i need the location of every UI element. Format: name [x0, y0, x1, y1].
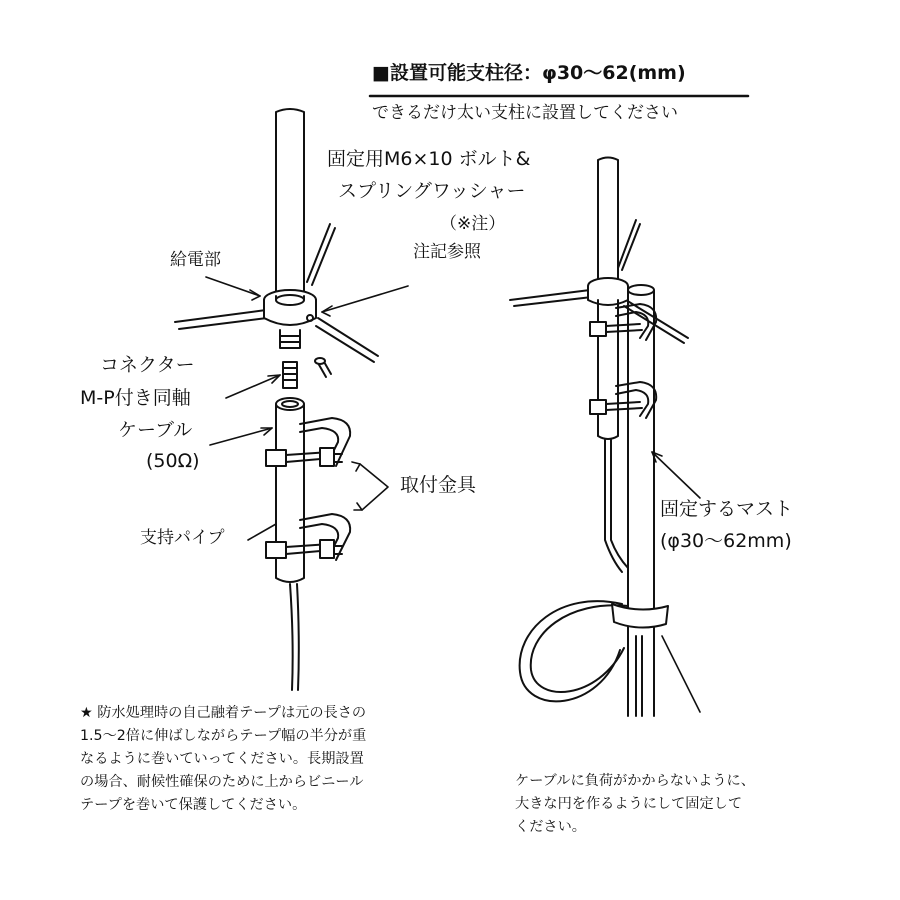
note-line: ケーブルに負荷がかからないように、 — [515, 773, 755, 789]
cable-loop — [520, 440, 642, 716]
label-connector: コネクター — [100, 354, 195, 376]
label-mast-line2: (φ30～62mm) — [660, 530, 792, 552]
note-line: なるように巻いていってください。長期設置 — [80, 751, 364, 767]
note-line: テープを巻いて保護してください。 — [80, 797, 307, 813]
page-subtitle: できるだけ太い支柱に設置してください — [372, 103, 678, 123]
note-line: 1.5～2倍に伸ばしながらテープ幅の半分が重 — [80, 728, 367, 744]
cable-tie — [612, 604, 668, 628]
label-support-pipe: 支持パイプ — [140, 528, 225, 548]
feed-hub-right — [588, 278, 628, 305]
antenna-element-right — [598, 158, 618, 286]
label-bolt-ref: 注記参照 — [413, 242, 481, 262]
note-line: ください。 — [515, 819, 586, 835]
page-title: ■設置可能支柱径：φ30～62(mm) — [372, 62, 686, 84]
label-bolt-line2: スプリングワッシャー — [338, 180, 526, 202]
label-cable-line1: M-P付き同軸 — [80, 387, 191, 409]
antenna-element — [276, 109, 304, 300]
note-waterproofing — [80, 702, 366, 817]
connector — [280, 330, 300, 388]
label-cable-line2: ケーブル — [118, 419, 193, 441]
leader-lines-right — [652, 452, 700, 712]
label-bolt-note: （※注） — [440, 214, 506, 234]
feed-hub — [264, 290, 316, 325]
note-line: 大きな円を作るようにして固定して — [515, 796, 743, 812]
label-bolt-line1: 固定用M6×10 ボルト& — [327, 148, 531, 170]
label-cable-line3: (50Ω) — [146, 450, 200, 472]
coax-cable-left — [290, 584, 299, 690]
label-feed: 給電部 — [170, 250, 221, 270]
support-pipe-right — [598, 300, 618, 439]
note-cable-loop — [515, 770, 755, 839]
note-line: の場合、耐候性確保のために上からビニール — [80, 774, 364, 790]
mast-bracket-lower — [590, 382, 656, 418]
label-mast-line1: 固定するマスト — [660, 498, 794, 520]
mounting-bracket-upper — [266, 418, 350, 466]
mounting-bracket-lower — [266, 514, 350, 560]
label-bracket: 取付金具 — [400, 474, 477, 496]
right-assembly — [510, 158, 700, 717]
mast-bracket-upper — [590, 304, 656, 340]
bolt — [315, 358, 331, 377]
note-line: ★ 防水処理時の自己融着テープは元の長さの — [80, 705, 367, 721]
